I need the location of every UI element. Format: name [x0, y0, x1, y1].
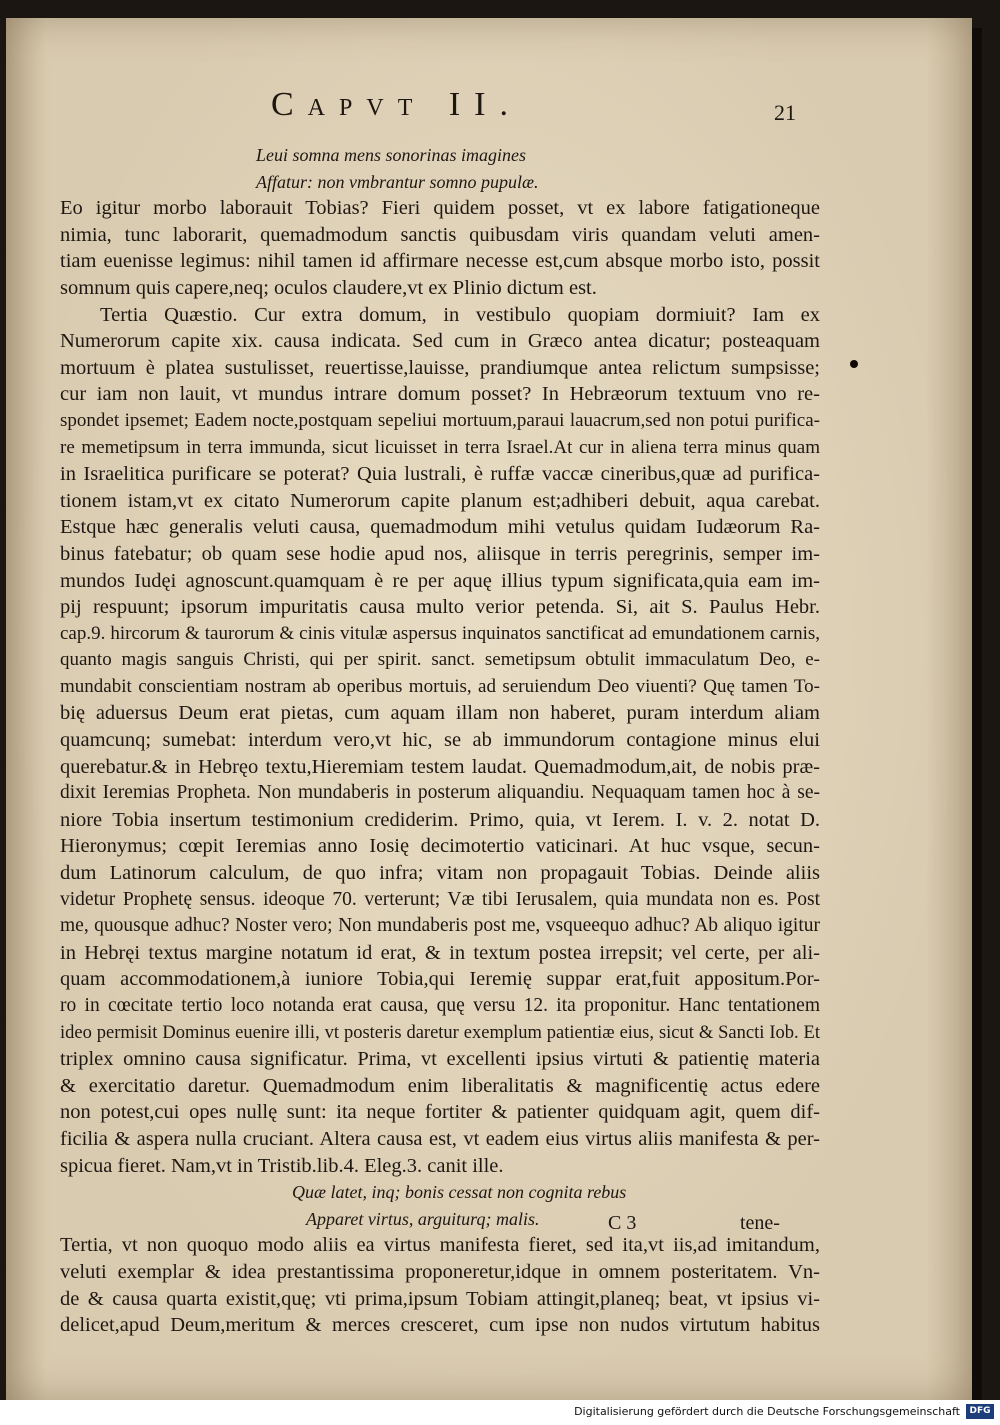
text-line: bię aduersus Deum erat pietas, cum aquam illam non haberet, puram interdum aliam: [60, 702, 820, 725]
verse-line: Leui somna mens sonorinas imagines: [256, 145, 527, 165]
text-line: tiam euenisse legimus: nihil tamen id affirmare necesse est,cum absque morbo isto, possit: [60, 250, 820, 273]
text-line: quanto magis sanguis Christi, qui per spirit. sanct. semetipsum obtulit immaculatum Deo, e-: [60, 649, 820, 671]
verse-line: Affatur: non vmbrantur somno pupulæ.: [256, 171, 539, 192]
text-line: triplex omnino causa significatur. Prima, vt excellenti ipsius virtuti & patientię materia: [60, 1048, 820, 1071]
text-line: re memetipsum in terra immunda, sicut licuisset in terra Israel.At cur in aliena terra minus quam: [60, 436, 820, 458]
funding-credit: Digitalisierung gefördert durch die Deutsche Forschungsgemeinschaft: [574, 1405, 960, 1418]
text-line: cur iam non lauit, vt mundus intrare domum posset? In Hebræorum textuum vno re-: [60, 383, 820, 406]
verse-line: Apparet virtus, arguiturq; malis.: [306, 1208, 540, 1229]
text-line: in Israelitica purificare se poterat? Quia lustrali, è ruffæ vaccæ cineribus,quæ ad purifica-: [60, 463, 820, 486]
text-line: spicua fieret. Nam,vt in Tristib.lib.4. Eleg.3. canit ille.: [60, 1154, 504, 1177]
text-line: dixit Ieremias Propheta. Non mundaberis in posterum aliquandiu. Nequaquam tamen hoc à se-: [60, 782, 820, 804]
text-line: niore Tobia insertum testimonium crediderim. Primo, quia, vt Ierem. I. v. 2. notat D.: [60, 808, 820, 831]
text-line: Estque hæc generalis veluti causa, quemadmodum mihi vetulus quidam Iudæorum Ra-: [60, 516, 820, 539]
text-line: querebatur.& in Hebręo textu,Hieremiam testem laudat. Quemadmodum,ait, de nobis præ-: [60, 755, 820, 778]
text-line: spondet ipsemet; Eadem nocte,postquam sepeliui mortuum,paraui lauacrum,sed non potui purifica-: [60, 409, 820, 431]
text-line: Tertia Quæstio. Cur extra domum, in vestibulo quopiam dormiuit? Iam ex: [100, 303, 820, 326]
text-line: somnum quis capere,neq; oculos claudere,vt ex Plinio dictum est.: [60, 276, 597, 299]
text-line: veluti exemplar & idea prestantissima proponeretur,idque in omnem posteritatem. Vn-: [60, 1260, 820, 1283]
verse-line: Quæ latet, inq; bonis cessat non cognita rebus: [292, 1182, 627, 1203]
text-line: nimia, tunc laborarit, quemadmodum sanctis quibusdam viris quandam veluti amen-: [60, 223, 820, 246]
text-line: Eo igitur morbo laborauit Tobias? Fieri quidem posset, vt ex labore fatigationeque: [60, 197, 820, 220]
text-line: mortuum è platea sustulisset, reuertisse,lauisse, prandiumque antea relictum sumpsisse;: [60, 356, 820, 379]
page-header: [6, 86, 972, 136]
text-line: ficilia & aspera nulla cruciant. Altera causa est, vt eadem eius virtus aliis manifesta & per-: [60, 1127, 820, 1150]
text-line: me, quousque adhuc? Noster vero; Non mundaberis post me, vsqueequo adhuc? Ab aliquo igitur: [60, 915, 820, 937]
text-line: delicet,apud Deum,meritum & merces cresceret, cum ipse non nudos virtutum habitus: [60, 1314, 820, 1337]
text-line: mundabit conscientiam nostram ab operibus mortuis, ad seruiendum Deo viuenti? Quę tamen To-: [60, 675, 820, 697]
text-line: binus fatebatur; ob quam sese hodie apud nos, aliisque in terris peregrinis, semper im-: [60, 542, 820, 565]
text-line: cap.9. hircorum & taurorum & cinis vitulæ aspersus inquinatos sanctificat ad emundationem carnis,: [60, 622, 820, 644]
text-line: non potest,cui opes nullę sunt: ita neque fortiter & patienter quidquam agit, quem dif-: [60, 1101, 820, 1124]
text-line: dum Latinorum calculum, de quo infra; vitam non propagauit Tobias. Deinde aliis: [60, 862, 820, 885]
ink-spot: [850, 360, 858, 368]
dfg-logo-icon: DFG: [966, 1404, 994, 1419]
text-line: videtur Prophetę sensus. ideoque 70. verterunt; Væ tibi Ierusalem, quia mundata non es. Post: [60, 888, 820, 910]
text-line: in Hebręi textus margine notatum id erat, & in textum postea irrepsit; vel certe, per ali-: [60, 941, 820, 964]
text-line: quamcunq; sumebat: interdum vero,vt hic, se ab immundorum contagione minus elui: [60, 729, 820, 752]
text-line: tionem istam,vt ex citato Numerorum capite planum est;adhiberi debuit, aqua carebat.: [60, 489, 820, 512]
catchword: tene-: [740, 1212, 780, 1234]
text-line: pij respuunt; ipsorum impuritatis causa multo verior petenda. Si, ait S. Paulus Hebr.: [60, 596, 820, 619]
page-number: 21: [774, 100, 796, 125]
book-page: [6, 18, 972, 1400]
text-line: ro in cœcitate tertio loco notanda erat causa, quę versu 12. ita proponitur. Hanc tentationem: [60, 995, 820, 1016]
running-head: Capvt II.: [271, 86, 522, 123]
body-text: [60, 142, 820, 1339]
text-line: Hieronymus; cœpit Ieremias anno Iosię decimotertio vaticinari. At huc vsque, secun-: [60, 835, 820, 858]
text-line: Tertia, vt non quoquo modo aliis ea virtus manifesta fieret, sed ita,vt iis,ad imitandum,: [60, 1234, 820, 1257]
digitization-footer: [0, 1400, 1000, 1425]
text-line: mundos Iudęi agnoscunt.quamquam è re per aquę illius typum significata,quia eam im-: [60, 569, 820, 592]
text-line: Numerorum capite xix. causa indicata. Sed cum in Græco antea dicatur; posteaquam: [60, 330, 820, 353]
text-line: de & causa quarta existit,quę; vti prima,ipsum Tobiam attingit,planeq; beat, vt ipsius vi-: [60, 1287, 820, 1310]
text-line: & exercitatio daretur. Quemadmodum enim liberalitatis & magnificentię actus edere: [60, 1074, 820, 1097]
text-line: quam accommodationem,à iuniore Tobia,qui Ieremię suppar erat,fuit appositum.Por-: [60, 968, 820, 991]
text-line: ideo permisit Dominus euenire illi, vt posteris daretur exemplum patientiæ eius, sicut & Sancti Iob. Et: [60, 1022, 820, 1043]
signature-mark: C 3: [608, 1212, 637, 1234]
